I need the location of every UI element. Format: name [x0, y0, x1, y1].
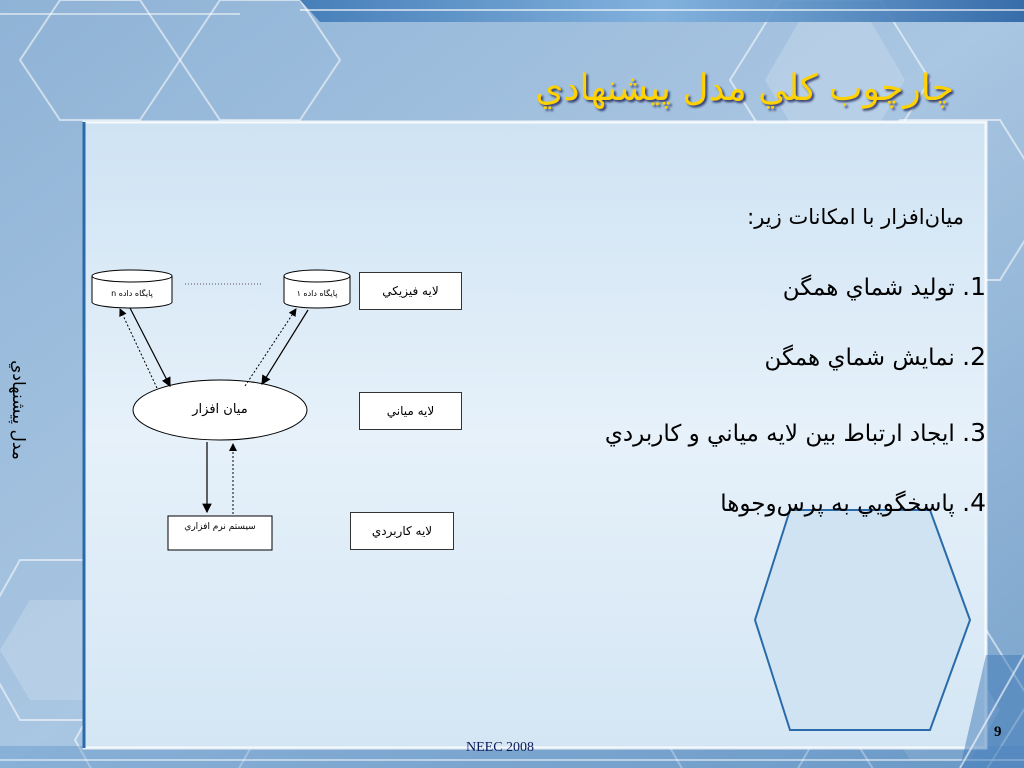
database-1-label: پايگاه داده ۱ [296, 289, 338, 298]
middleware-label: ميان افزار [192, 402, 248, 417]
list-item-number: 2. [962, 342, 986, 371]
side-label: مدل پيشنهادي [8, 360, 28, 460]
layer-application-box: لايه كاربردي [350, 512, 454, 550]
list-item-number: 3. [962, 418, 986, 447]
database-n-label: پايگاه داده n [111, 289, 153, 298]
layer-physical-box: لايه فيزيكي [359, 272, 462, 310]
slide-title: چارچوب كلي مدل پيشنهادي [535, 68, 954, 109]
list-item-text: پاسخگويي به پرس‌وجوها [720, 491, 955, 517]
list-item-number: 4. [962, 488, 986, 517]
list-item-number: 1. [962, 272, 986, 301]
arrow-middleware-to-db1 [245, 309, 296, 386]
footer-text: NEEC 2008 [466, 740, 535, 755]
list-item-text: توليد شماي همگن [782, 275, 955, 301]
arrow-db1-to-middleware [262, 310, 308, 384]
arrow-dbn-to-middleware [130, 308, 170, 386]
intro-text: ميان‌افزار با امكانات زير: [747, 205, 964, 229]
list-item-text: نمايش شماي همگن [764, 345, 955, 371]
layer-middle-box: لايه مياني [359, 392, 462, 430]
arrow-middleware-to-dbn [120, 309, 157, 388]
page-number: 9 [994, 724, 1002, 740]
software-system-label: سيستم نرم افزاري [184, 522, 256, 532]
list-item-text: ايجاد ارتباط بين لايه مياني و كاربردي [604, 421, 955, 447]
